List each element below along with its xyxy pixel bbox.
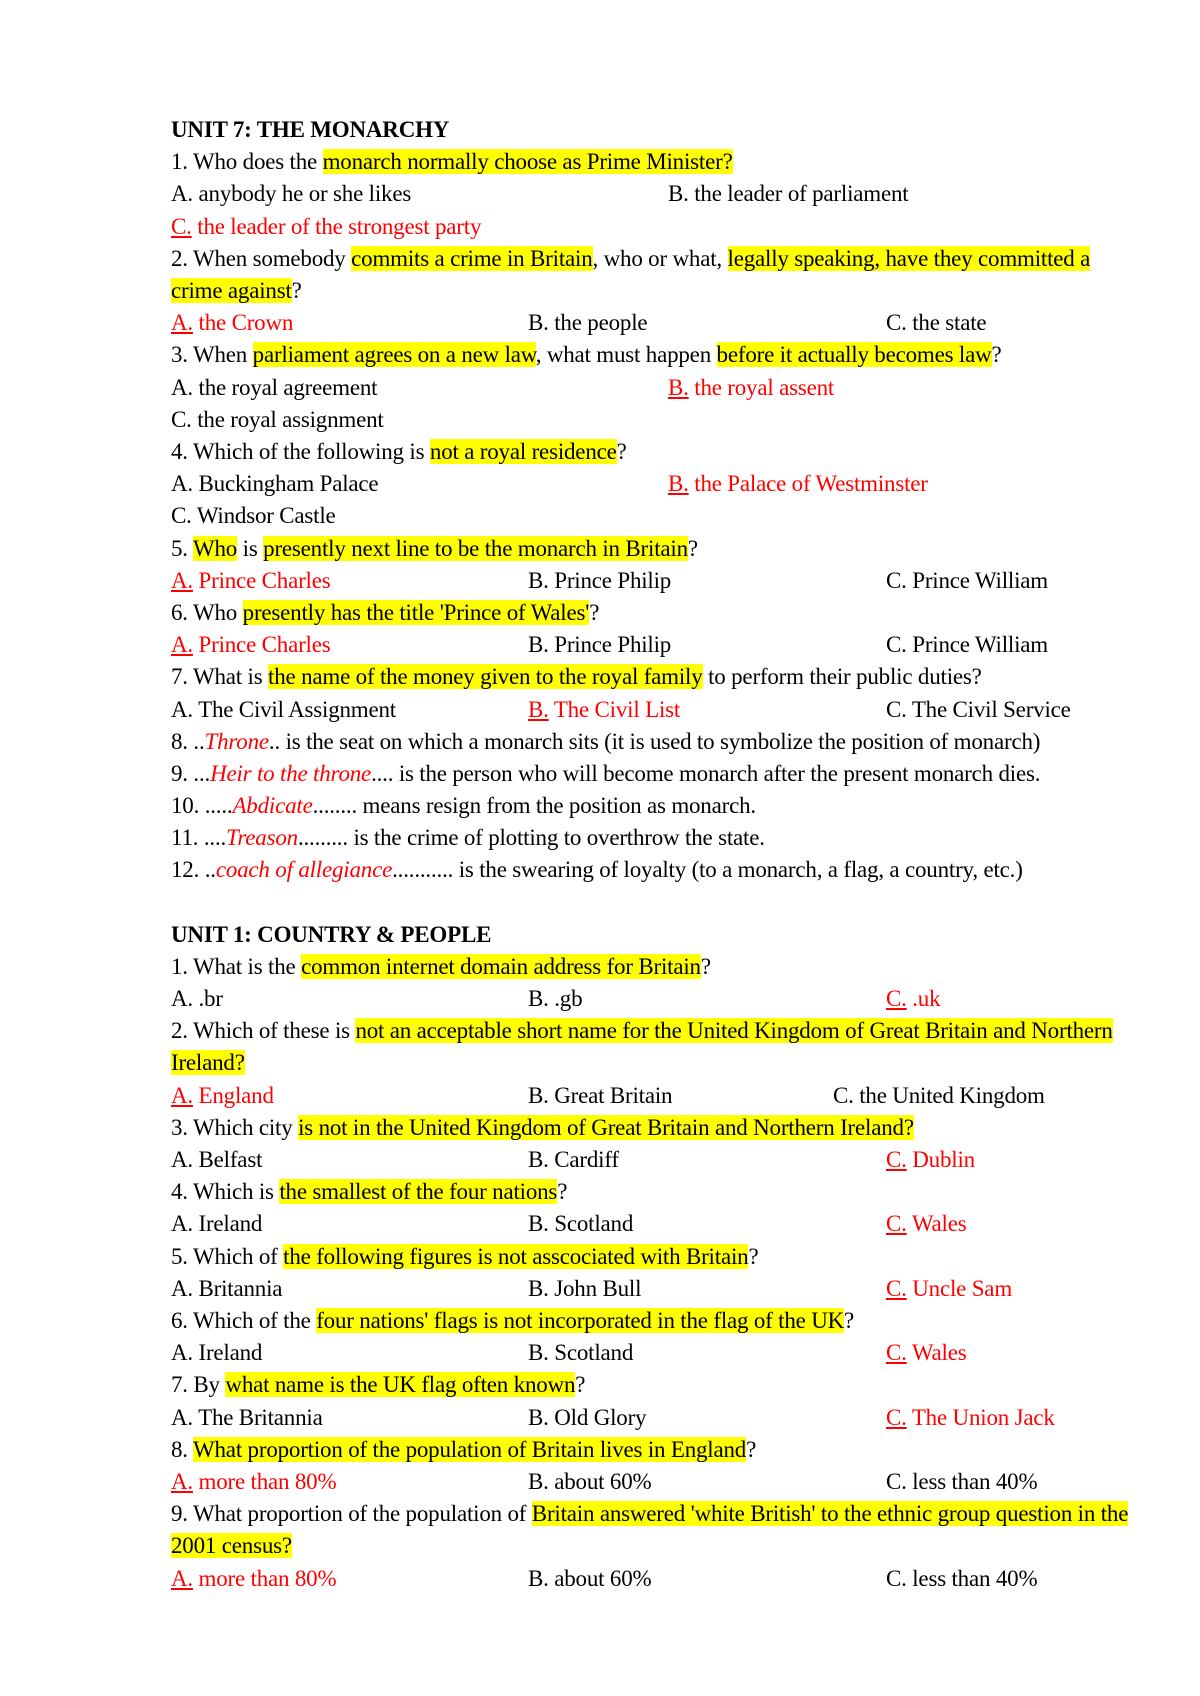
question-text: ? bbox=[616, 438, 627, 464]
highlighted-text: monarch normally choose as Prime Minister? bbox=[322, 149, 733, 175]
correct-option: B. the Palace of Westminster bbox=[668, 471, 928, 497]
question-text: ? bbox=[575, 1372, 586, 1398]
question-text: 4. Which of the following is bbox=[171, 438, 430, 464]
correct-option: C. the leader of the strongest party bbox=[171, 213, 482, 239]
highlighted-text: What proportion of the population of Britain lives in England bbox=[193, 1436, 747, 1462]
option: A. Belfast bbox=[171, 1147, 263, 1172]
highlighted-text: common internet domain address for Britain bbox=[301, 953, 701, 979]
option: A. The Britannia bbox=[171, 1404, 323, 1430]
highlighted-text: parliament agrees on a new law bbox=[252, 342, 536, 368]
option: B. the leader of parliament bbox=[668, 181, 909, 207]
question bbox=[171, 1176, 1131, 1208]
option: B. Scotland bbox=[528, 1340, 634, 1366]
options-row bbox=[171, 404, 1131, 436]
question-text: ? bbox=[748, 1243, 759, 1269]
question bbox=[171, 436, 1131, 468]
options-row bbox=[171, 1080, 1131, 1112]
options-row bbox=[171, 629, 1131, 661]
options-row bbox=[171, 468, 1131, 500]
option: B. .gb bbox=[528, 986, 583, 1012]
fill-answer: Heir to the throne bbox=[210, 760, 372, 786]
fill-text: .. is the seat on which a monarch sits (it is used to symbolize the position of monarch) bbox=[268, 728, 1041, 754]
question-text: , what must happen bbox=[535, 342, 717, 368]
question-text: 2. Which of these is bbox=[171, 1018, 356, 1044]
question bbox=[171, 661, 1131, 693]
question-text: ? bbox=[291, 277, 302, 303]
question-text: 3. When bbox=[171, 342, 253, 368]
fill-text: ......... is the crime of plotting to overthrow the state. bbox=[297, 825, 765, 851]
question bbox=[171, 951, 1131, 983]
fill-in-item bbox=[171, 758, 1131, 790]
highlighted-text: presently next line to be the monarch in Britain bbox=[263, 535, 688, 561]
option: B. John Bull bbox=[528, 1275, 642, 1301]
highlighted-text: the following figures is not asscociated with Britain bbox=[283, 1243, 749, 1269]
option: C. the state bbox=[886, 310, 987, 336]
correct-option: A. more than 80% bbox=[171, 1468, 337, 1494]
options-row bbox=[171, 1273, 1131, 1305]
question-text: ? bbox=[746, 1436, 757, 1462]
options-row bbox=[171, 1208, 1131, 1240]
correct-option: C. Uncle Sam bbox=[886, 1275, 1013, 1301]
correct-option: C. Wales bbox=[886, 1340, 967, 1366]
options-row bbox=[171, 694, 1131, 726]
question-text: ? bbox=[844, 1307, 855, 1333]
fill-text: ........... is the swearing of loyalty (to a monarch, a flag, a country, etc.) bbox=[392, 857, 1023, 883]
fill-prefix: 10. ..... bbox=[171, 793, 233, 819]
options-row bbox=[171, 565, 1131, 597]
question-text: 3. Which city bbox=[171, 1114, 299, 1140]
correct-option: C. Wales bbox=[886, 1211, 967, 1237]
question bbox=[171, 1305, 1131, 1337]
option: C. less than 40% bbox=[886, 1565, 1038, 1591]
option: C. Prince William bbox=[886, 567, 1048, 593]
option: A. Ireland bbox=[171, 1340, 263, 1366]
fill-prefix: 9. ... bbox=[171, 760, 211, 786]
option: C. Prince William bbox=[886, 632, 1048, 658]
options-row bbox=[171, 983, 1131, 1015]
correct-option: C. .uk bbox=[886, 986, 941, 1012]
fill-in-item bbox=[171, 790, 1131, 822]
question-text: 5. Which of bbox=[171, 1243, 284, 1269]
correct-option: B. The Civil List bbox=[528, 696, 681, 722]
highlighted-text: is not in the United Kingdom of Great Britain and Northern Ireland? bbox=[298, 1114, 914, 1140]
option: B. Cardiff bbox=[528, 1147, 619, 1172]
correct-option: C. Dublin bbox=[886, 1147, 975, 1172]
question bbox=[171, 1369, 1131, 1401]
fill-answer: Treason bbox=[226, 825, 298, 851]
correct-option: A. Prince Charles bbox=[171, 632, 331, 658]
options-row bbox=[171, 1563, 1131, 1595]
question-text: to perform their public duties? bbox=[702, 664, 982, 690]
correct-option: A. Prince Charles bbox=[171, 567, 331, 593]
question bbox=[171, 339, 1131, 371]
fill-in-item bbox=[171, 822, 1131, 854]
question-text: ? bbox=[557, 1179, 568, 1205]
options-row bbox=[171, 1402, 1131, 1434]
fill-answer: Throne bbox=[204, 728, 269, 754]
highlighted-text: presently has the title 'Prince of Wales' bbox=[242, 599, 590, 625]
fill-prefix: 8. .. bbox=[171, 728, 205, 754]
question bbox=[171, 597, 1131, 629]
unit-title: UNIT 7: THE MONARCHY bbox=[171, 117, 450, 142]
question-text: ? bbox=[589, 599, 600, 625]
fill-prefix: 12. .. bbox=[171, 857, 216, 883]
option: B. Prince Philip bbox=[528, 632, 672, 658]
section-spacer bbox=[171, 887, 1131, 919]
question-text: ? bbox=[687, 535, 698, 561]
question-text: 1. Who does the bbox=[171, 149, 323, 175]
highlighted-text: four nations' flags is not incorporated in the flag of the UK bbox=[316, 1307, 845, 1333]
question-text: 1. What is the bbox=[171, 953, 302, 979]
option: A. anybody he or she likes bbox=[171, 181, 412, 207]
fill-answer: Abdicate bbox=[232, 793, 313, 819]
fill-prefix: 11. .... bbox=[171, 825, 227, 851]
question bbox=[171, 1015, 1131, 1079]
option: B. Great Britain bbox=[528, 1082, 673, 1108]
option: B. Scotland bbox=[528, 1211, 634, 1237]
fill-answer: coach of allegiance bbox=[215, 857, 393, 883]
options-row bbox=[171, 1144, 1131, 1176]
correct-option: C. The Union Jack bbox=[886, 1404, 1055, 1430]
question bbox=[171, 1112, 1131, 1144]
options-row bbox=[171, 307, 1131, 339]
highlighted-text: commits a crime in Britain bbox=[351, 245, 593, 271]
question-text: 6. Who bbox=[171, 599, 243, 625]
fill-text: .... is the person who will become monarch after the present monarch dies. bbox=[371, 760, 1041, 786]
question-text: 9. What proportion of the population of bbox=[171, 1501, 532, 1527]
option: A. Ireland bbox=[171, 1211, 263, 1237]
highlighted-text: Britain answered 'white British' to the ethnic group question in the 2001 census? bbox=[171, 1501, 1129, 1559]
option: A. Buckingham Palace bbox=[171, 471, 379, 497]
option: C. the royal assignment bbox=[171, 406, 384, 432]
options-row bbox=[171, 372, 1131, 404]
correct-option: A. the Crown bbox=[171, 310, 294, 336]
highlighted-text: Who bbox=[193, 535, 238, 561]
option: A. the royal agreement bbox=[171, 374, 378, 400]
question bbox=[171, 146, 1131, 178]
question-text: 7. By bbox=[171, 1372, 226, 1398]
fill-in-item bbox=[171, 726, 1131, 758]
highlighted-text: not a royal residence bbox=[429, 438, 617, 464]
option: B. about 60% bbox=[528, 1468, 652, 1494]
highlighted-text: legally speaking, have they committed a crime against bbox=[171, 245, 1091, 303]
unit-title: UNIT 1: COUNTRY & PEOPLE bbox=[171, 921, 492, 947]
option: C. less than 40% bbox=[886, 1468, 1038, 1494]
option: C. The Civil Service bbox=[886, 696, 1071, 722]
option: B. about 60% bbox=[528, 1565, 652, 1591]
option: C. the United Kingdom bbox=[833, 1082, 1045, 1108]
correct-option: B. the royal assent bbox=[668, 374, 835, 400]
question-text: 8. bbox=[171, 1436, 193, 1462]
highlighted-text: the name of the money given to the royal family bbox=[268, 664, 703, 690]
question bbox=[171, 1498, 1131, 1562]
option: C. Windsor Castle bbox=[171, 503, 336, 529]
question-text: 7. What is bbox=[171, 664, 269, 690]
fill-text: ........ means resign from the position as monarch. bbox=[312, 793, 756, 819]
option: B. Old Glory bbox=[528, 1404, 647, 1430]
correct-option: A. England bbox=[171, 1082, 274, 1108]
document-page bbox=[171, 114, 1131, 1595]
question bbox=[171, 1434, 1131, 1466]
question bbox=[171, 533, 1131, 565]
option: A. The Civil Assignment bbox=[171, 696, 396, 722]
options-row bbox=[171, 500, 1131, 532]
option: A. .br bbox=[171, 986, 223, 1012]
option: B. the people bbox=[528, 310, 648, 336]
question-text: 6. Which of the bbox=[171, 1307, 317, 1333]
options-row bbox=[171, 1337, 1131, 1369]
options-row bbox=[171, 1466, 1131, 1498]
question-text: , who or what, bbox=[592, 245, 728, 271]
question-text: 2. When somebody bbox=[171, 245, 352, 271]
fill-in-item bbox=[171, 854, 1131, 886]
question bbox=[171, 243, 1131, 307]
question-text: is bbox=[237, 535, 264, 561]
question bbox=[171, 1241, 1131, 1273]
question-text: 5. bbox=[171, 535, 193, 561]
option: B. Prince Philip bbox=[528, 567, 672, 593]
highlighted-text: before it actually becomes law bbox=[716, 342, 992, 368]
options-row bbox=[171, 211, 1131, 243]
question-text: 4. Which is bbox=[171, 1179, 280, 1205]
question-text: ? bbox=[700, 953, 711, 979]
highlighted-text: not an acceptable short name for the United Kingdom of Great Britain and Northern Ireland? bbox=[171, 1018, 1113, 1076]
option: A. Britannia bbox=[171, 1275, 283, 1301]
correct-option: A. more than 80% bbox=[171, 1565, 337, 1591]
options-row bbox=[171, 178, 1131, 210]
highlighted-text: what name is the UK flag often known bbox=[225, 1372, 576, 1398]
question-text: ? bbox=[991, 342, 1002, 368]
highlighted-text: the smallest of the four nations bbox=[279, 1179, 558, 1205]
